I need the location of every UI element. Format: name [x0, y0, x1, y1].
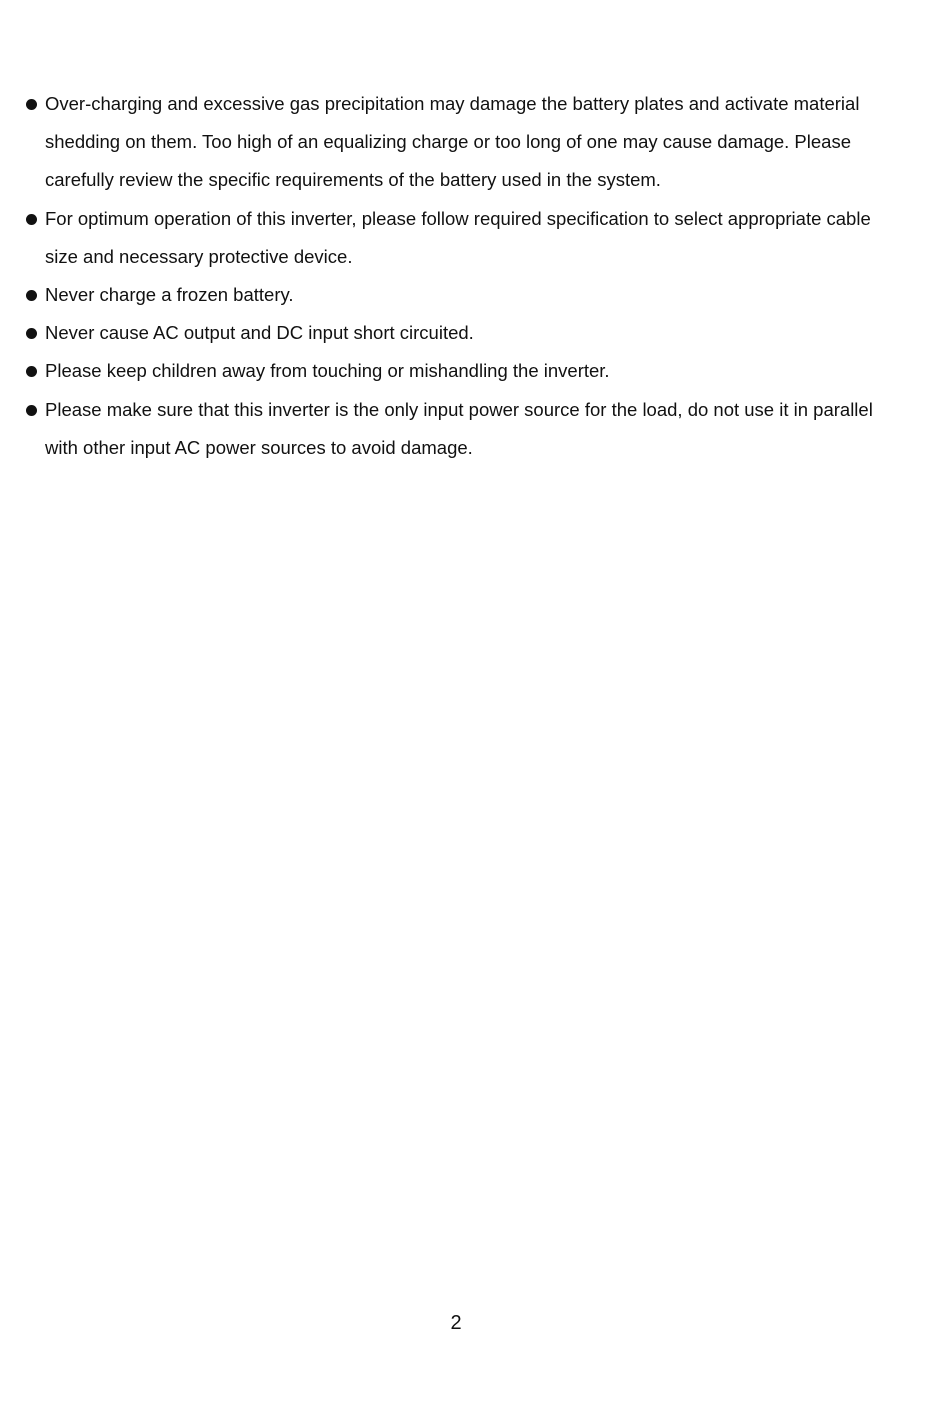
warning-text: Never cause AC output and DC input short circuited. [45, 322, 474, 344]
bullet-icon [26, 99, 37, 110]
list-item [26, 352, 906, 390]
list-item [26, 391, 906, 467]
list-item [26, 85, 906, 200]
warning-text: Never charge a frozen battery. [45, 284, 294, 306]
bullet-icon [26, 290, 37, 301]
page-number: 2 [450, 1312, 462, 1334]
list-item [26, 200, 906, 276]
safety-warnings-list [26, 85, 906, 467]
bullet-icon [26, 405, 37, 416]
list-item [26, 276, 906, 314]
bullet-icon [26, 366, 37, 377]
bullet-icon [26, 214, 37, 225]
warning-text: Please make sure that this inverter is the only input power source for the load, do not use it in parallel with other input AC power sources to avoid damage. [45, 398, 873, 458]
warning-text: For optimum operation of this inverter, please follow required specification to select appropriate cable size and necessary protective device. [45, 207, 871, 267]
warning-text: Over-charging and excessive gas precipitation may damage the battery plates and activate material shedding on them. Too high of an equalizing charge or too long of one may cause damage. Please carefully review the specific requirements of the battery used in the system. [45, 93, 860, 191]
warning-text: Please keep children away from touching or mishandling the inverter. [45, 360, 610, 382]
bullet-icon [26, 328, 37, 339]
list-item [26, 314, 906, 352]
